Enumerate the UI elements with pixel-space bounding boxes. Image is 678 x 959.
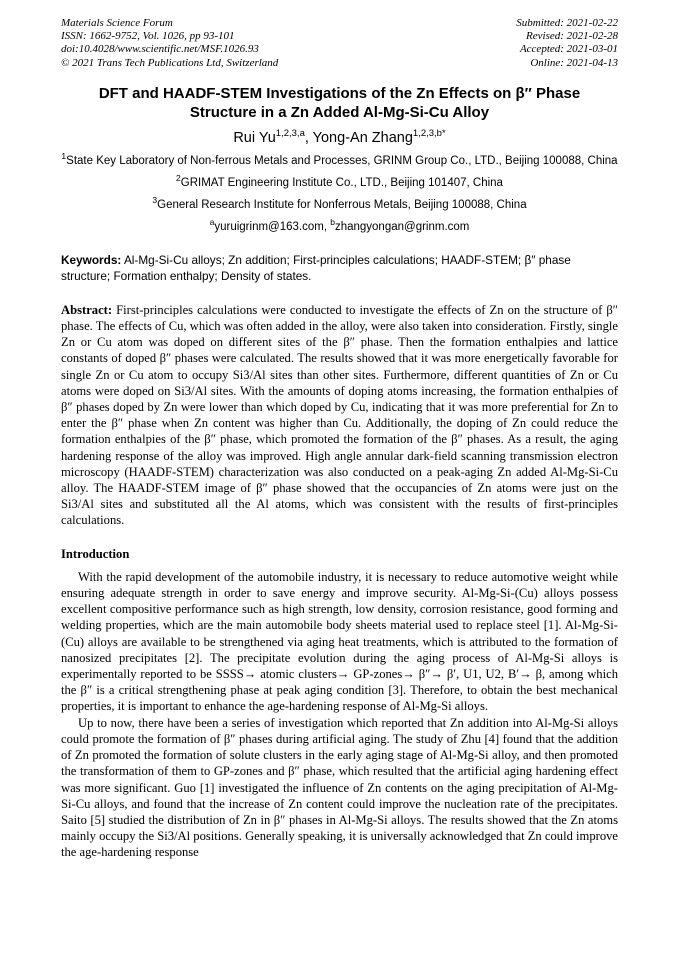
affiliation-marker: 1 — [61, 150, 67, 161]
section-heading-introduction: Introduction — [61, 546, 130, 561]
journal-name: Materials Science Forum — [61, 17, 173, 29]
affiliation-text: GRIMAT Engineering Institute Co., LTD., Beijing 101407, China — [180, 176, 503, 189]
author-affiliation-marks: 1,2,3,b* — [412, 127, 446, 139]
paper-title: DFT and HAADF-STEM Investigations of the Zn Effects on β″ Phase Structure in a Zn Added Al-Mg-Si-Cu Alloy — [98, 84, 581, 122]
introduction-paragraph-2: Up to now, there have been a series of investigation which reported that Zn addition into Al-Mg-Si alloys could promote the formation of β″ phases during artificial aging. The study of Zhu [4] found that the addition of Zn promoted the formation of solute clusters in the early aging stage of Al-Mg-Si alloy, and then promoted the transformation of them to GP-zones and β″ phase, which resulted that the artificial aging hardening effect was more significant. Guo [1] investigated the influence of Zn contents on the aging precipitation of Al-Mg-Si-Cu alloys, and found that the increase of Zn content could improve the nucleation rate of the precipitates. Saito [5] studied the distribution of Zn in β″ phases in Al-Mg-Si alloys. The results showed that the Zn atoms mainly occupy the Si3/Al positions. Generally speaking, it is universally acknowledged that Zn could improve the age-hardening response — [61, 715, 618, 860]
author-separator: , — [304, 129, 313, 146]
submission-dates — [516, 17, 618, 70]
journal-copyright: © 2021 Trans Tech Publications Ltd, Switzerland — [61, 56, 279, 69]
author-name: Rui Yu — [233, 129, 276, 146]
online-date: Online: 2021-04-13 — [530, 56, 618, 69]
journal-info — [61, 17, 278, 70]
revised-date: Revised: 2021-02-28 — [526, 30, 618, 43]
authors-line — [61, 129, 618, 147]
journal-doi: doi:10.4028/www.scientific.net/MSF.1026.93 — [61, 43, 259, 56]
email-marker: a — [209, 216, 215, 227]
keywords-text: Al-Mg-Si-Cu alloys; Zn addition; First-principles calculations; HAADF-STEM; β″ phase structure; Formation enthalpy; Density of states. — [61, 252, 571, 284]
accepted-date: Accepted: 2021-03-01 — [519, 43, 618, 56]
author-name: Yong-An Zhang — [312, 129, 413, 146]
email-marker: b — [330, 216, 335, 227]
affiliation-2 — [61, 172, 618, 191]
affiliation-3 — [61, 194, 618, 213]
affiliation-text: State Key Laboratory of Non-ferrous Metals and Processes, GRINM Group Co., LTD., Beijing 100088, China — [66, 154, 618, 167]
abstract-label: Abstract: — [61, 302, 113, 317]
affiliation-1 — [61, 150, 618, 169]
keywords-block — [61, 252, 618, 285]
journal-masthead — [61, 17, 618, 70]
submitted-date: Submitted: 2021-02-22 — [516, 17, 618, 29]
email-separator: , — [323, 220, 331, 233]
author-affiliation-marks: 1,2,3,a — [275, 127, 305, 139]
abstract-block — [61, 302, 618, 529]
author-email: yuruigrinm@163.com — [214, 220, 324, 233]
introduction-paragraph-1: With the rapid development of the automobile industry, it is necessary to reduce automotive weight while ensuring adequate strength in order to save energy and improve security. Al-Mg-Si-(Cu) alloys possess excellent compositive performance such as high strength, low density, corrosion resistance, good forming and welding properties, which are the main automobile body sheets material used to replace steel [1]. Al-Mg-Si-(Cu) alloys are available to be strengthened via aging heat treatments, which is attributed to the formation of nanosized precipitates [2]. The precipitate evolution during the aging process of Al-Mg-Si alloys is experimentally reported to be SSSS→ atomic clusters→ GP-zones→ β″→ β′, U1, U2, B′→ β, among which the β″ is a critical strengthening phase at peak aging condition [3]. Therefore, to obtain the best mechanical properties, it is important to enhance the age-hardening response of Al-Mg-Si alloys. — [61, 569, 618, 714]
abstract-text: First-principles calculations were conducted to investigate the effects of Zn on the structure of β″ phase. The effects of Cu, which was often added in the alloy, were also taken into consideration. Firstly, single Zn or Cu atom was doped on different sites of the β″ phase. Then the formation enthalpies and lattice constants of doped β″ phases were calculated. The results showed that it was more energetically favorable for single Zn or Cu atom to occupy Si3/Al sites than other sites. Furthermore, different quantities of Zn or Cu atoms were doped on Si3/Al sites. With the amounts of doping atoms increasing, the formation enthalpies of β″ phases doped by Zn were lower than which doped by Cu, indicating that it was more preferential for Zn to enter the β″ phase when Zn content was higher than Cu. Additionally, the doping of Zn could reduce the formation enthalpies of the β″ phase, which promoted the formation of the β″ phases. As a result, the aging hardening response of the alloy was improved. High angle annular dark-field scanning transmission electron microscopy (HAADF-STEM) characterization was also conducted on a peak-aging Zn added Al-Mg-Si-Cu alloy. The HAADF-STEM image of β″ phase showed that the occupancies of Zn atoms were just on the Si3/Al sites and substituted all the Al atoms, which was consistent with the results of first-principles calculations. — [61, 302, 618, 528]
journal-issn-volume: ISSN: 1662-9752, Vol. 1026, pp 93-101 — [61, 30, 235, 43]
author-emails-line — [61, 216, 618, 235]
author-email: zhangyongan@grinm.com — [334, 220, 470, 233]
affiliation-text: General Research Institute for Nonferrous Metals, Beijing 100088, China — [157, 198, 527, 211]
affiliation-marker: 2 — [176, 172, 181, 183]
affiliation-marker: 3 — [152, 194, 158, 205]
keywords-label: Keywords: — [61, 252, 122, 267]
